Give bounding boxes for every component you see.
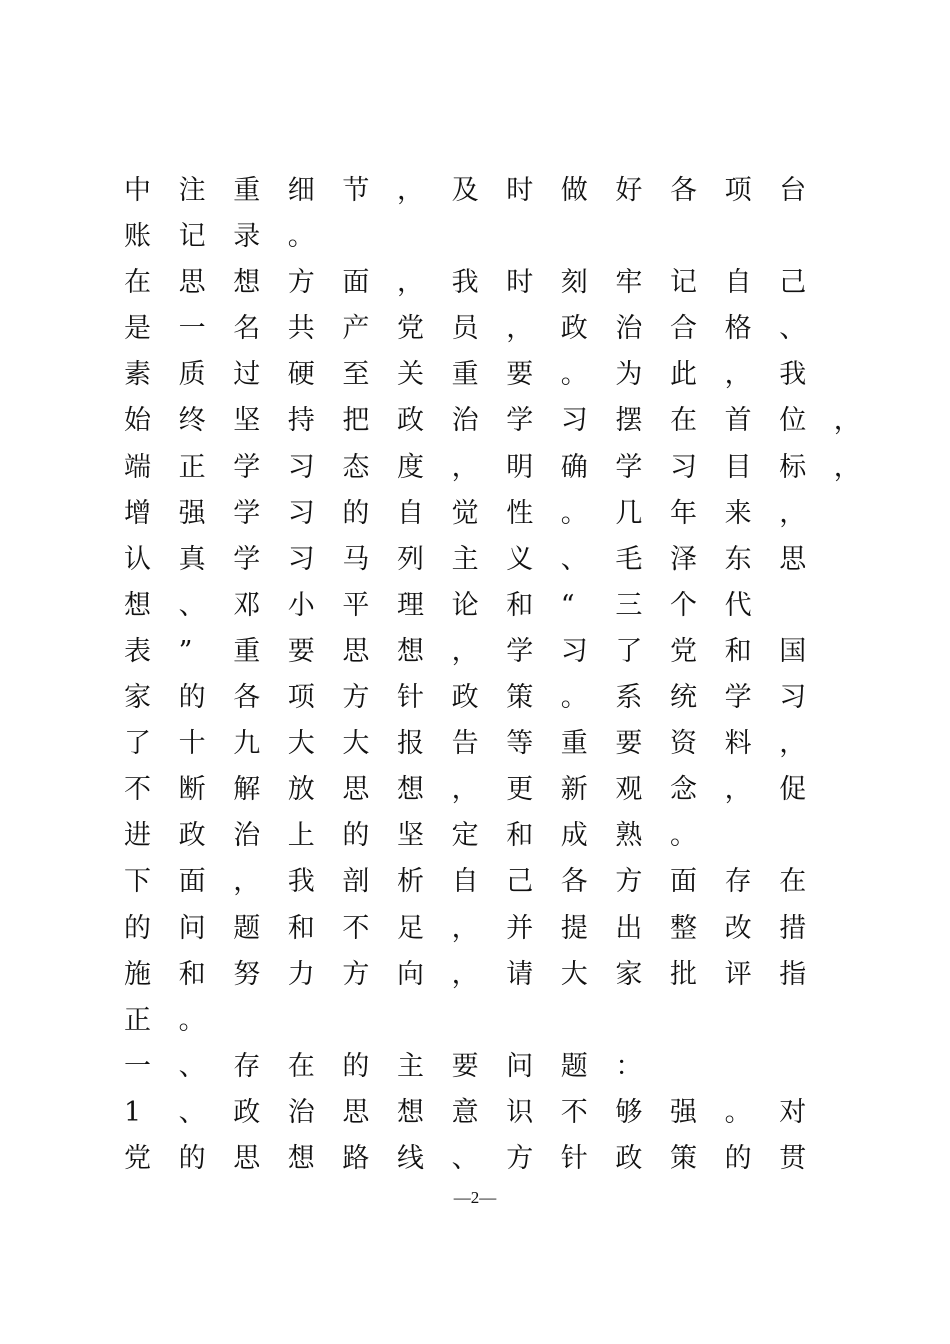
text-line: 端 正 学 习 态 度 ， 明 确 学 习 目 标 ，: [124, 451, 861, 483]
text-line: 进 政 治 上 的 坚 定 和 成 熟 。: [124, 820, 697, 852]
text-line: 党 的 思 想 路 线 、 方 针 政 策 的 贯: [124, 1142, 807, 1174]
text-line: 是 一 名 共 产 党 员 ， 政 治 合 格 、: [124, 313, 807, 345]
text-line: 中 注 重 细 节 ， 及 时 做 好 各 项 台: [124, 175, 807, 206]
text-line: 素 质 过 硬 至 关 重 要 。 为 此 ， 我: [124, 359, 807, 391]
text-line: 的 问 题 和 不 足 ， 并 提 出 整 改 措: [124, 912, 807, 944]
text-line: 始 终 坚 持 把 政 治 学 习 摆 在 首 位 ，: [124, 405, 861, 437]
text-line: 表 ” 重 要 思 想 ， 学 习 了 党 和 国: [124, 635, 807, 667]
text-line: 1 、 政 治 思 想 意 识 不 够 强 。 对: [124, 1096, 807, 1128]
page-number: —2—: [453, 1188, 497, 1207]
text-line: 在 思 想 方 面 ， 我 时 刻 牢 记 自 己: [124, 267, 807, 299]
text-line: 账 记 录 。: [124, 221, 315, 253]
text-line: 家 的 各 项 方 针 政 策 。 系 统 学 习: [124, 682, 807, 714]
text-line: 一 、 存 在 的 主 要 问 题 ：: [124, 1050, 643, 1082]
text-line: 了 十 九 大 大 报 告 等 重 要 资 料 ，: [124, 728, 807, 760]
text-line: 想 、 邓 小 平 理 论 和 “ 三 个 代: [124, 589, 752, 621]
document-body: [124, 168, 861, 1182]
text-line: 不 断 解 放 思 想 ， 更 新 观 念 ， 促: [124, 774, 807, 806]
text-line: 增 强 学 习 的 自 觉 性 。 几 年 来 ，: [124, 497, 807, 529]
text-line: 认 真 学 习 马 列 主 义 、 毛 泽 东 思: [124, 543, 807, 575]
text-line: 下 面 ， 我 剖 析 自 己 各 方 面 存 在: [124, 866, 807, 898]
text-line: 施 和 努 力 方 向 ， 请 大 家 批 评 指: [124, 958, 807, 990]
text-line: 正 。: [124, 1004, 206, 1036]
